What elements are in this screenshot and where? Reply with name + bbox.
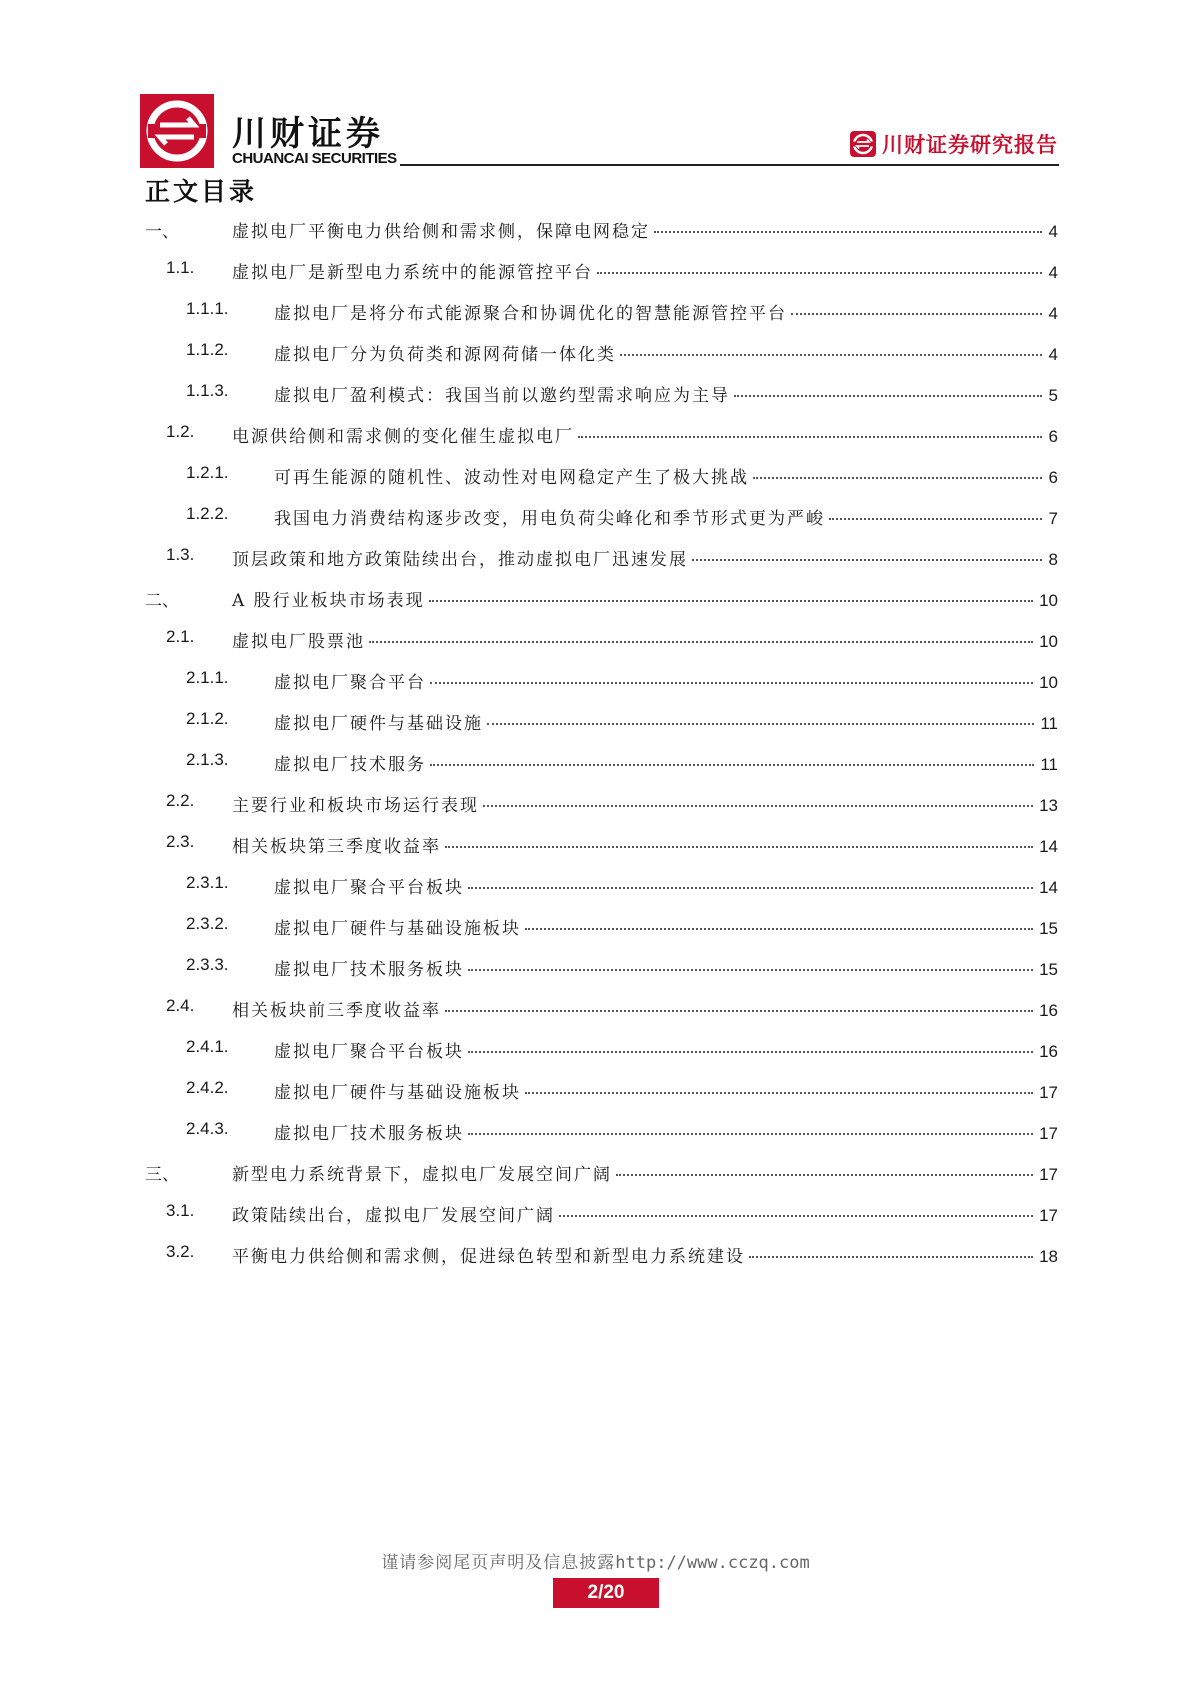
- toc-entry-page: 13: [1039, 796, 1058, 815]
- toc-entry-number: 2.3.2.: [186, 914, 229, 933]
- toc-leader-dots: [620, 336, 1042, 356]
- toc-leader-dots: [753, 459, 1042, 479]
- toc-entry-title: 虚拟电厂硬件与基础设施板块: [274, 1083, 521, 1103]
- toc-entry-title: 虚拟电厂聚合平台板块: [274, 878, 464, 898]
- toc-entry[interactable]: [0, 869, 1191, 899]
- toc-title: 正文目录: [145, 177, 258, 206]
- toc-leader-dots: [429, 582, 1033, 602]
- toc-entry-title: 虚拟电厂是新型电力系统中的能源管控平台: [232, 263, 593, 283]
- toc-entry-number: 2.3.: [166, 832, 195, 851]
- toc-entry[interactable]: [0, 254, 1191, 284]
- toc-entry[interactable]: [0, 459, 1191, 489]
- toc-entry-title: 新型电力系统背景下，虚拟电厂发展空间广阔: [232, 1165, 612, 1185]
- toc-entry-number: 2.4.: [166, 996, 195, 1015]
- toc-entry-page: 4: [1048, 222, 1058, 241]
- toc-entry[interactable]: [0, 1238, 1191, 1268]
- toc-entry-number: 三、: [145, 1165, 179, 1184]
- toc-entry-page: 11: [1040, 755, 1058, 774]
- toc-entry[interactable]: [0, 664, 1191, 694]
- toc-entry-title: 电源供给侧和需求侧的变化催生虚拟电厂: [232, 427, 574, 447]
- toc-entry-number: 1.2.1.: [186, 463, 229, 482]
- toc-leader-dots: [468, 869, 1033, 889]
- toc-entry-page: 4: [1048, 345, 1058, 364]
- toc-entry-page: 8: [1048, 550, 1058, 569]
- toc-entry-number: 3.1.: [166, 1201, 195, 1220]
- toc-leader-dots: [559, 1197, 1033, 1217]
- brand-name-en: CHUANCAI SECURITIES: [232, 150, 397, 167]
- toc-entry-title: 虚拟电厂硬件与基础设施板块: [274, 919, 521, 939]
- toc-entry-number: 1.1.: [166, 258, 195, 277]
- toc-leader-dots: [468, 951, 1033, 971]
- toc-leader-dots: [616, 1156, 1033, 1176]
- toc-entry[interactable]: [0, 828, 1191, 858]
- toc-entry[interactable]: [0, 1033, 1191, 1063]
- toc-leader-dots: [578, 418, 1042, 438]
- toc-entry-title: 政策陆续出台，虚拟电厂发展空间广阔: [232, 1206, 555, 1226]
- toc-entry-number: 2.1.1.: [186, 668, 229, 687]
- toc-entry[interactable]: [0, 787, 1191, 817]
- toc-leader-dots: [430, 664, 1033, 684]
- toc-entry-number: 2.2.: [166, 791, 195, 810]
- toc-entry[interactable]: [0, 1074, 1191, 1104]
- toc-entry-page: 7: [1048, 509, 1058, 528]
- chuancai-mini-logo-icon: [850, 131, 876, 157]
- toc-entry-title: 可再生能源的随机性、波动性对电网稳定产生了极大挑战: [274, 468, 749, 488]
- toc-entry[interactable]: [0, 213, 1191, 243]
- toc-entry-number: 2.1.: [166, 627, 195, 646]
- toc-leader-dots: [445, 992, 1033, 1012]
- toc-leader-dots: [597, 254, 1042, 274]
- page-header: [140, 88, 1058, 170]
- toc-entry-page: 10: [1039, 673, 1058, 692]
- toc-entry[interactable]: [0, 746, 1191, 776]
- toc-leader-dots: [430, 746, 1034, 766]
- toc-leader-dots: [791, 295, 1042, 315]
- toc-entry-page: 17: [1039, 1124, 1058, 1143]
- toc-leader-dots: [369, 623, 1033, 643]
- toc-entry-number: 2.1.2.: [186, 709, 229, 728]
- toc-entry-title: 我国电力消费结构逐步改变，用电负荷尖峰化和季节形式更为严峻: [274, 509, 825, 529]
- footer-disclaimer: [0, 1548, 1191, 1573]
- toc-entry-number: 2.4.1.: [186, 1037, 229, 1056]
- toc-entry[interactable]: [0, 1156, 1191, 1186]
- toc-entry[interactable]: [0, 336, 1191, 366]
- toc-leader-dots: [468, 1115, 1033, 1135]
- toc-entry-page: 6: [1048, 427, 1058, 446]
- toc-entry-number: 2.4.3.: [186, 1119, 229, 1138]
- header-divider: [400, 164, 1059, 166]
- toc-entry-page: 10: [1039, 591, 1058, 610]
- toc-entry-number: 1.1.3.: [186, 381, 229, 400]
- toc-entry-page: 17: [1039, 1165, 1058, 1184]
- toc-entry-title: 虚拟电厂股票池: [232, 632, 365, 652]
- toc-entry-number: 3.2.: [166, 1242, 195, 1261]
- toc-entry-page: 4: [1048, 263, 1058, 282]
- toc-leader-dots: [654, 213, 1042, 233]
- toc-leader-dots: [483, 787, 1033, 807]
- toc-leader-dots: [829, 500, 1042, 520]
- toc-entry-number: 1.2.2.: [186, 504, 229, 523]
- toc-entry-number: 2.4.2.: [186, 1078, 229, 1097]
- chuancai-logo-icon: [140, 94, 214, 168]
- toc-entry-page: 16: [1039, 1001, 1058, 1020]
- toc-entry-number: 2.1.3.: [186, 750, 229, 769]
- toc-entry-title: A 股行业板块市场表现: [232, 591, 425, 611]
- toc-entry[interactable]: [0, 623, 1191, 653]
- toc-entry[interactable]: [0, 1197, 1191, 1227]
- toc-leader-dots: [525, 910, 1033, 930]
- toc-entry-title: 虚拟电厂技术服务: [274, 755, 426, 775]
- toc-entry-page: 15: [1039, 919, 1058, 938]
- toc-entry-number: 1.2.: [166, 422, 195, 441]
- toc-entry[interactable]: [0, 541, 1191, 571]
- page-number-badge: 2/20: [553, 1578, 659, 1608]
- toc-entry-title: 虚拟电厂技术服务板块: [274, 960, 464, 980]
- toc-entry-title: 相关板块第三季度收益率: [232, 837, 441, 857]
- toc-entry[interactable]: [0, 500, 1191, 530]
- toc-entry-page: 17: [1039, 1206, 1058, 1225]
- toc-entry-title: 平衡电力供给侧和需求侧，促进绿色转型和新型电力系统建设: [232, 1247, 745, 1267]
- toc-leader-dots: [468, 1033, 1033, 1053]
- toc-entry-page: 5: [1048, 386, 1058, 405]
- toc-entry[interactable]: [0, 582, 1191, 612]
- toc-entry-number: 一、: [145, 222, 179, 241]
- toc-leader-dots: [525, 1074, 1033, 1094]
- report-tag: [850, 130, 1058, 158]
- toc-entry-page: 18: [1039, 1247, 1058, 1266]
- toc-entry[interactable]: [0, 951, 1191, 981]
- toc-entry[interactable]: [0, 295, 1191, 325]
- toc-entry-page: 11: [1040, 714, 1058, 733]
- toc-entry[interactable]: [0, 910, 1191, 940]
- toc-entry-title: 主要行业和板块市场运行表现: [232, 796, 479, 816]
- toc-entry-number: 1.1.2.: [186, 340, 229, 359]
- toc-entry-page: 6: [1048, 468, 1058, 487]
- toc-entry-number: 1.3.: [166, 545, 195, 564]
- toc-entry-page: 16: [1039, 1042, 1058, 1061]
- toc-entry-title: 虚拟电厂技术服务板块: [274, 1124, 464, 1144]
- toc-entry-title: 虚拟电厂聚合平台板块: [274, 1042, 464, 1062]
- report-tag-text: 川财证券研究报告: [882, 132, 1058, 157]
- toc-entry-page: 17: [1039, 1083, 1058, 1102]
- brand-name-cn: 川财证券: [232, 114, 384, 154]
- toc-entry[interactable]: [0, 377, 1191, 407]
- toc-entry[interactable]: [0, 1115, 1191, 1145]
- toc-entry-page: 14: [1039, 837, 1058, 856]
- toc-entry-number: 2.3.1.: [186, 873, 229, 892]
- toc-entry-page: 15: [1039, 960, 1058, 979]
- toc-entry-title: 虚拟电厂分为负荷类和源网荷储一体化类: [274, 345, 616, 365]
- toc-leader-dots: [734, 377, 1042, 397]
- toc-leader-dots: [487, 705, 1034, 725]
- toc-entry-title: 虚拟电厂平衡电力供给侧和需求侧，保障电网稳定: [232, 222, 650, 242]
- toc-entry-page: 10: [1039, 632, 1058, 651]
- toc-entry-page: 4: [1048, 304, 1058, 323]
- toc-leader-dots: [749, 1238, 1033, 1258]
- footer-disclaimer-text: 谨请参阅尾页声明及信息披露: [381, 1553, 616, 1573]
- toc-entry-number: 1.1.1.: [186, 299, 229, 318]
- toc-leader-dots: [692, 541, 1042, 561]
- toc-leader-dots: [445, 828, 1033, 848]
- toc-entry-title: 相关板块前三季度收益率: [232, 1001, 441, 1021]
- toc-entry-page: 14: [1039, 878, 1058, 897]
- toc-entry[interactable]: [0, 992, 1191, 1022]
- toc-entry[interactable]: [0, 705, 1191, 735]
- toc-entry-title: 虚拟电厂硬件与基础设施: [274, 714, 483, 734]
- toc-entry-title: 顶层政策和地方政策陆续出台，推动虚拟电厂迅速发展: [232, 550, 688, 570]
- toc-entry-title: 虚拟电厂盈利模式：我国当前以邀约型需求响应为主导: [274, 386, 730, 406]
- toc-entry[interactable]: [0, 418, 1191, 448]
- toc-entry-number: 2.3.3.: [186, 955, 229, 974]
- toc-entry-title: 虚拟电厂是将分布式能源聚合和协调优化的智慧能源管控平台: [274, 304, 787, 324]
- toc-entry-number: 二、: [145, 591, 179, 610]
- toc-entry-title: 虚拟电厂聚合平台: [274, 673, 426, 693]
- footer-url[interactable]: http://www.cczq.com: [615, 1553, 810, 1573]
